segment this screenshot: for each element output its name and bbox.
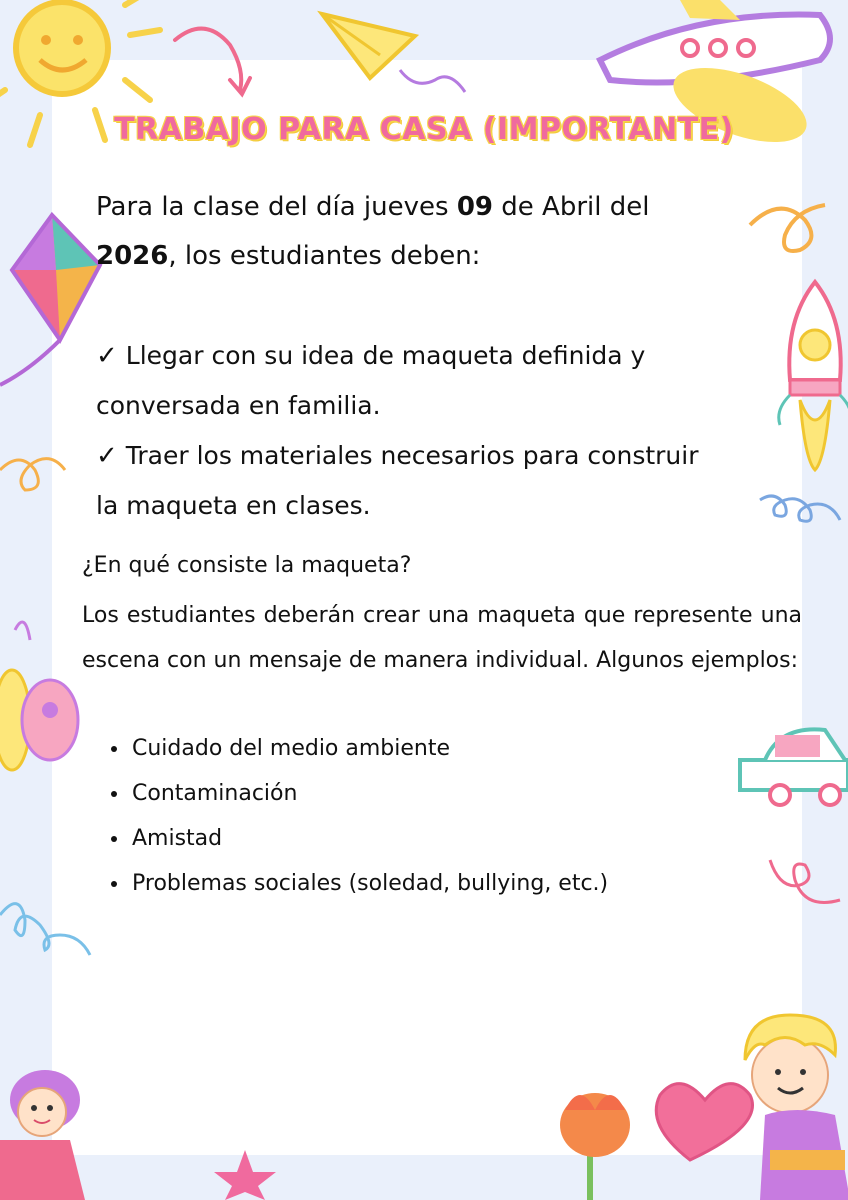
swirl-icon bbox=[0, 459, 65, 490]
task-text: la maqueta en clases. bbox=[96, 491, 371, 520]
car-icon bbox=[740, 729, 848, 805]
question-heading: ¿En qué consiste la maqueta? bbox=[82, 553, 412, 578]
swirl-icon bbox=[750, 205, 825, 251]
intro-text: de Abril del bbox=[493, 192, 650, 222]
swirl-icon bbox=[0, 904, 90, 955]
paper-plane-icon bbox=[322, 14, 465, 92]
intro-text: , los estudiantes deben: bbox=[168, 241, 481, 271]
description-paragraph: Los estudiantes deberán crear una maqueta que represente una escena con un mensaje de manera individual. Algunos ejemplos: bbox=[82, 603, 802, 673]
swirl-icon bbox=[770, 860, 840, 903]
examples-list bbox=[82, 726, 608, 906]
intro-year: 2026 bbox=[96, 241, 169, 271]
heart-icon bbox=[656, 1084, 752, 1160]
list-item: • Problemas sociales (soledad, bullying, etc.) bbox=[130, 861, 608, 906]
rocket-icon bbox=[779, 282, 848, 470]
task-text: Traer los materiales necesarios para construir bbox=[125, 441, 699, 470]
task-item bbox=[96, 331, 786, 430]
boy-icon bbox=[745, 1015, 848, 1200]
check-icon: ✓ bbox=[96, 441, 118, 471]
list-item: • Amistad bbox=[130, 816, 608, 861]
task-item bbox=[96, 431, 786, 530]
girl-icon bbox=[0, 1070, 85, 1200]
intro-text: Para la clase del día jueves bbox=[96, 192, 457, 222]
task-text: conversada en familia. bbox=[96, 391, 381, 420]
list-item: • Contaminación bbox=[130, 771, 608, 816]
page-title: TRABAJO PARA CASA (IMPORTANTE) bbox=[114, 112, 734, 147]
intro-paragraph bbox=[96, 183, 696, 281]
task-text: Llegar con su idea de maqueta definida y bbox=[125, 341, 646, 370]
check-icon: ✓ bbox=[96, 341, 118, 371]
flower-icon bbox=[560, 1093, 630, 1200]
butterfly-icon bbox=[0, 622, 78, 770]
intro-day: 09 bbox=[456, 192, 494, 222]
star-icon bbox=[214, 1150, 276, 1200]
swirl-icon bbox=[175, 29, 250, 94]
kite-icon bbox=[0, 215, 100, 385]
list-item: • Cuidado del medio ambiente bbox=[130, 726, 608, 771]
